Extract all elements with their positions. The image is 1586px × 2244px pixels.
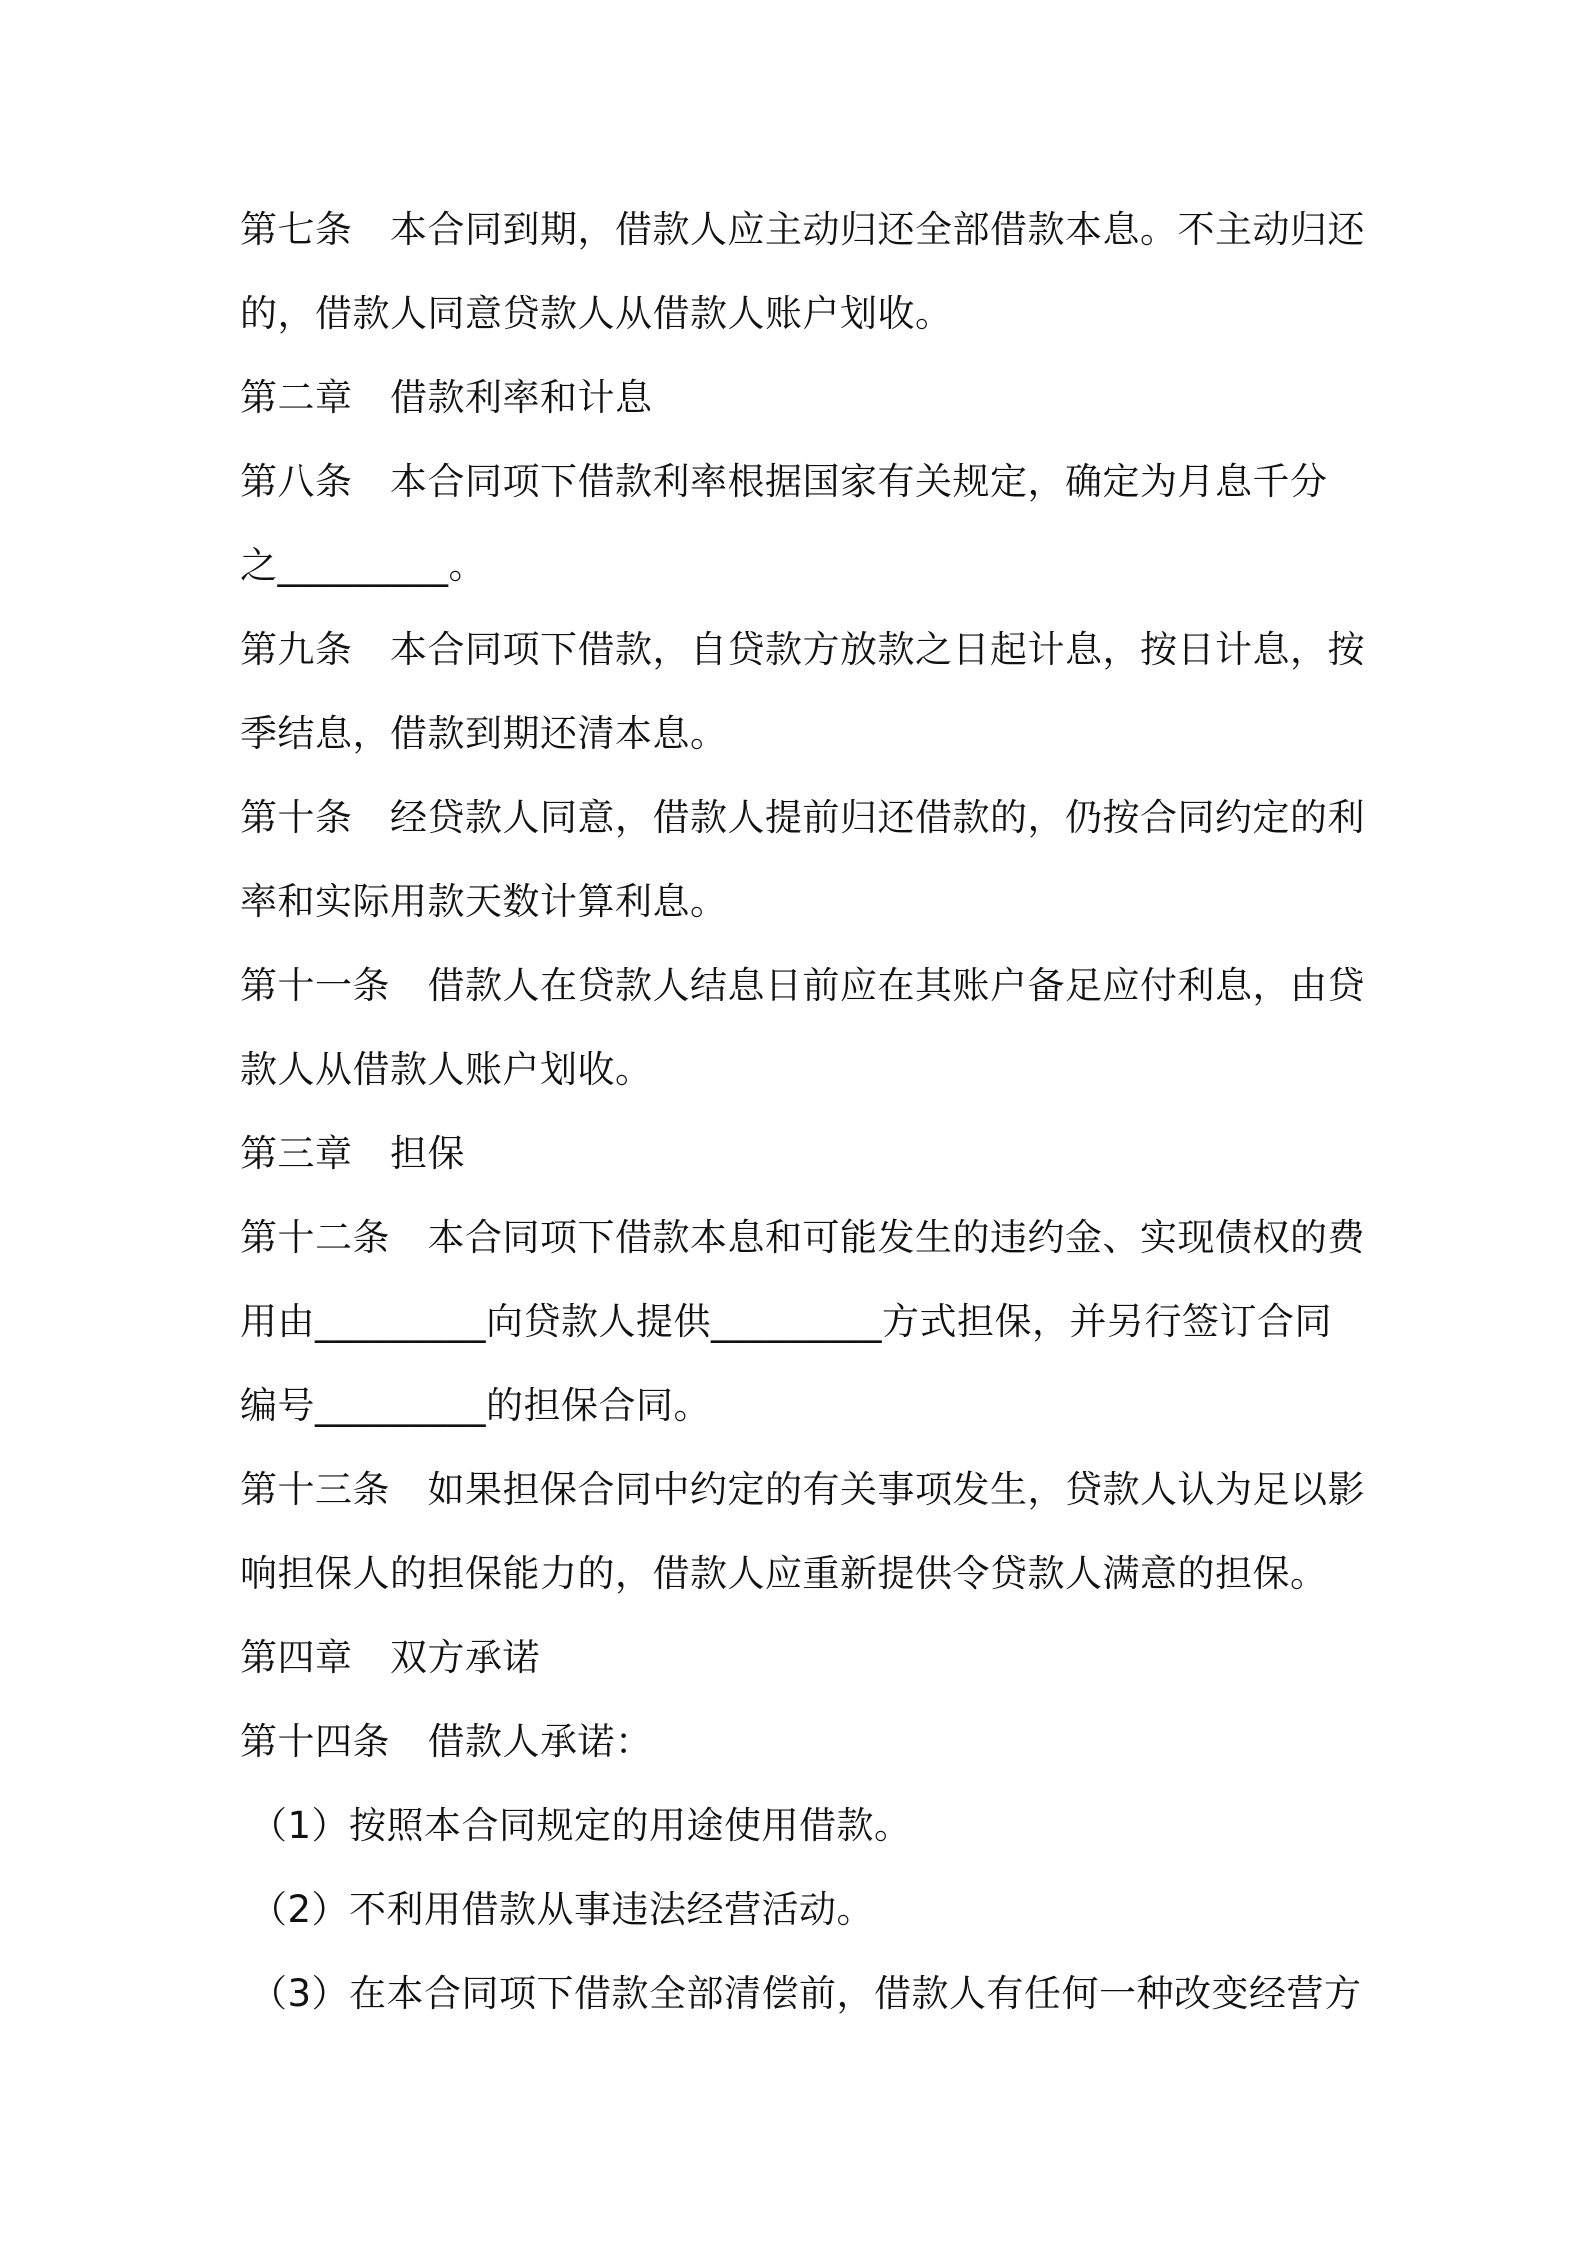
article-14-heading: 第十四条 借款人承诺：: [240, 1720, 653, 1763]
article-12-line-3: 编号_________的担保合同。: [240, 1384, 711, 1427]
chapter-2-heading: 第二章 借款利率和计息: [240, 376, 653, 419]
chapter-4-heading: 第四章 双方承诺: [240, 1636, 540, 1679]
article-13-line-1: 第十三条 如果担保合同中约定的有关事项发生，贷款人认为足以影: [240, 1468, 1365, 1511]
article-8-line-2: 之_________。: [240, 544, 486, 587]
article-12-line-2: 用由_________向贷款人提供_________方式担保，并另行签订合同: [240, 1300, 1332, 1343]
article-7-line-2: 的，借款人同意贷款人从借款人账户划收。: [240, 292, 953, 335]
chapter-3-heading: 第三章 担保: [240, 1132, 465, 1175]
commitment-item-2: （2）不利用借款从事违法经营活动。: [250, 1888, 875, 1931]
commitment-item-3: （3）在本合同项下借款全部清偿前，借款人有任何一种改变经营方: [250, 1972, 1362, 2015]
article-8-line-1: 第八条 本合同项下借款利率根据国家有关规定，确定为月息千分: [240, 460, 1328, 503]
article-7-line-1: 第七条 本合同到期，借款人应主动归还全部借款本息。不主动归还: [240, 208, 1365, 251]
commitment-item-1: （1）按照本合同规定的用途使用借款。: [250, 1804, 912, 1847]
article-13-line-2: 响担保人的担保能力的，借款人应重新提供令贷款人满意的担保。: [240, 1552, 1328, 1595]
article-10-line-2: 率和实际用款天数计算利息。: [240, 880, 728, 923]
article-10-line-1: 第十条 经贷款人同意，借款人提前归还借款的，仍按合同约定的利: [240, 796, 1365, 839]
article-9-line-1: 第九条 本合同项下借款，自贷款方放款之日起计息，按日计息，按: [240, 628, 1365, 671]
article-11-line-1: 第十一条 借款人在贷款人结息日前应在其账户备足应付利息，由贷: [240, 964, 1365, 1007]
article-12-line-1: 第十二条 本合同项下借款本息和可能发生的违约金、实现债权的费: [240, 1216, 1365, 1259]
article-11-line-2: 款人从借款人账户划收。: [240, 1048, 653, 1091]
article-9-line-2: 季结息，借款到期还清本息。: [240, 712, 728, 755]
